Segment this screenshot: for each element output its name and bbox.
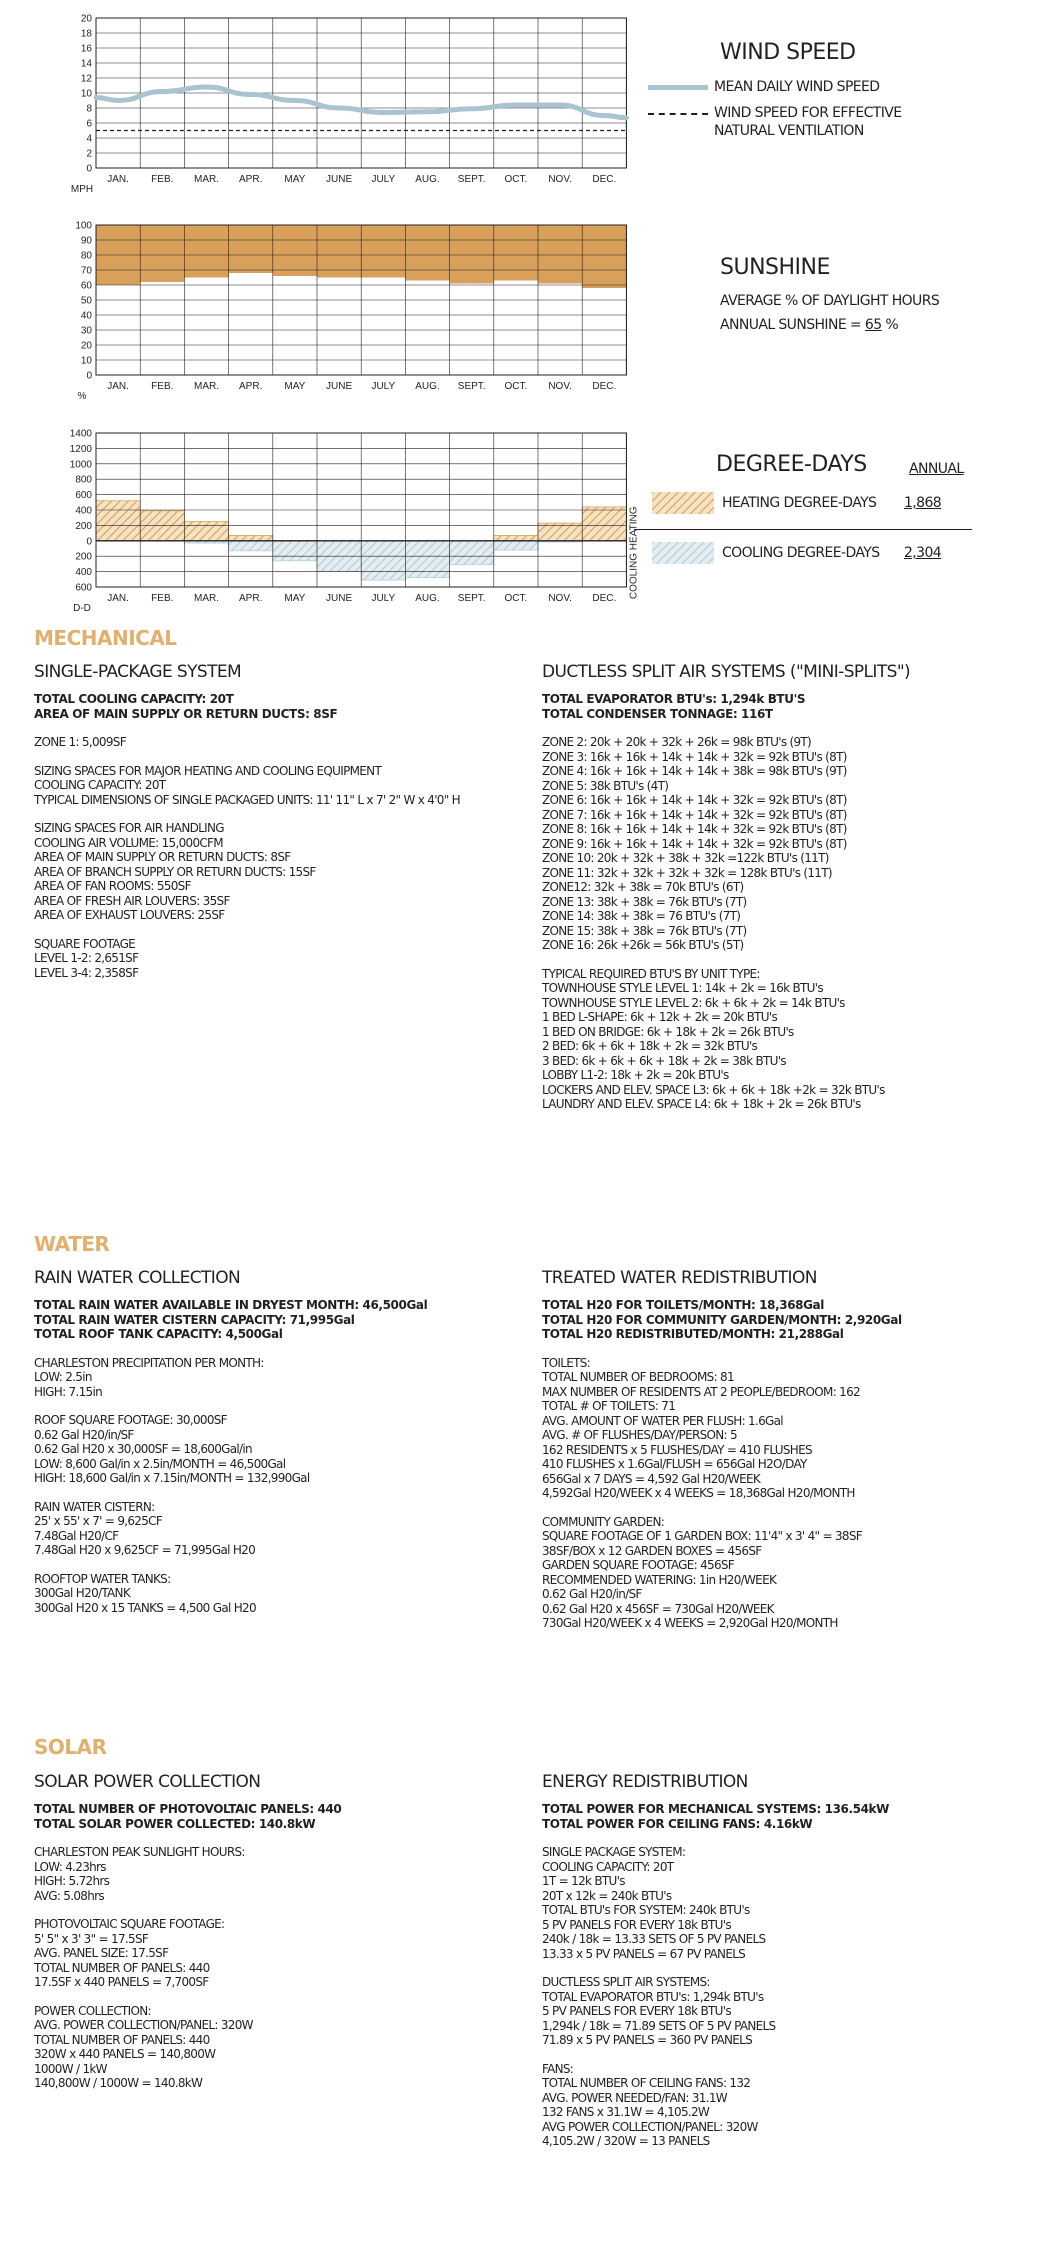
heating-degree-days-bar [96,501,140,541]
spacer [542,1342,1042,1356]
calc-line: AVG. POWER NEEDED/FAN: 31.1W [542,2090,727,2105]
month-tick-label: DEC. [592,381,617,392]
calc-line: 0.62 Gal H20 x 456SF = 730Gal H20/WEEK [542,1601,774,1616]
treated-water-body [542,1298,1042,1631]
sunshine-bar [140,225,184,282]
month-tick-label: MAR. [194,174,219,185]
heating-degree-days-bar [229,535,273,540]
calc-line: LOBBY L1-2: 18k + 2k = 20k BTU's [542,1068,729,1082]
y-tick-label: 70 [80,265,92,277]
mini-splits-column [542,662,1042,1112]
calc-line: ZONE 5: 38k BTU's (4T) [542,778,669,793]
month-tick-label: SEPT. [457,593,486,604]
calc-line: AVG. AMOUNT OF WATER PER FLUSH: 1.6Gal [542,1413,783,1428]
y-tick-label: 10 [80,355,92,367]
calc-line: 1000W / 1kW [34,2061,107,2076]
calc-line: SINGLE PACKAGE SYSTEM: [542,1845,686,1859]
calc-line: 132 FANS x 31.1W = 4,105.2W [542,2105,710,2119]
calc-line: TOILETS: [542,1355,590,1370]
calc-line: GARDEN SQUARE FOOTAGE: 456SF [542,1558,734,1572]
heating-degree-days-label: HEATING DEGREE-DAYS [722,495,877,511]
calc-line: LEVEL 3-4: 2,358SF [34,965,139,980]
mean-wind-line-swatch [648,85,708,90]
heating-hatch-swatch [652,492,714,514]
month-tick-label: JULY [371,381,396,392]
calc-line: TOTAL NUMBER OF PANELS: 440 [34,2032,210,2047]
calc-line: AREA OF EXHAUST LOUVERS: 25SF [34,908,225,922]
month-tick-label: JAN. [107,593,129,604]
calc-line: 2 BED: 6k + 6k + 18k + 2k = 32k BTU's [542,1039,758,1053]
calc-line: 410 FLUSHES x 1.6Gal/FLUSH = 656Gal H2O/DAY [542,1457,807,1471]
month-tick-label: JAN. [107,381,129,392]
calc-line: ZONE12: 32k + 38k = 70k BTU's (6T) [542,880,744,894]
calc-line: 13.33 x 5 PV PANELS = 67 PV PANELS [542,1946,746,1961]
spacer [542,1961,1042,1975]
month-tick-label: NOV. [548,174,572,185]
calc-line: 38SF/BOX x 12 GARDEN BOXES = 456SF [542,1543,762,1558]
calc-line: LEVEL 1-2: 2,651SF [34,951,139,965]
heating-degree-days-bar [538,523,582,541]
spacer [34,721,534,735]
calc-line: 7.48Gal H20 x 9,625CF = 71,995Gal H20 [34,1543,256,1557]
y-tick-label: 1000 [69,459,92,471]
calc-line: 1T = 12k BTU's [542,1874,625,1888]
calc-line: ROOFTOP WATER TANKS: [34,1571,171,1586]
solar-power-collection-column [34,1772,534,2091]
summary-line: TOTAL RAIN WATER AVAILABLE IN DRYEST MONTH: 46,500Gal [34,1298,428,1312]
month-tick-label: FEB. [151,593,174,604]
summary-line: TOTAL NUMBER OF PHOTOVOLTAIC PANELS: 440 [34,1802,342,1816]
calc-line: 1,294k / 18k = 71.89 SETS OF 5 PV PANELS [542,2018,776,2033]
y-tick-label: 200 [75,551,92,563]
spacer [34,1342,534,1356]
month-tick-label: SEPT. [457,174,486,185]
y-tick-label: 50 [80,295,92,307]
unit-label: % [77,391,87,402]
month-tick-label: APR. [239,593,263,604]
annual-sunshine-label: ANNUAL SUNSHINE = [720,317,865,333]
cooling-degree-days-bar [450,541,494,565]
sunshine-bar [361,225,405,278]
heating-degree-days-bar [140,511,184,541]
calc-line: 0.62 Gal H20 x 30,000SF = 18,600Gal/in [34,1442,252,1456]
y-tick-label: 6 [86,118,92,130]
month-tick-label: SEPT. [457,381,486,392]
calc-line: TYPICAL REQUIRED BTU'S BY UNIT TYPE: [542,966,760,981]
rain-water-collection-heading: RAIN WATER COLLECTION [34,1268,241,1288]
calc-line: ZONE 16: 26k +26k = 56k BTU's (5T) [542,938,744,952]
spacer [542,1501,1042,1515]
heating-legend-row [652,492,962,514]
cooling-degree-days-bar [229,541,273,551]
calc-line: HIGH: 5.72hrs [34,1874,110,1888]
calc-line: 71.89 x 5 PV PANELS = 360 PV PANELS [542,2033,753,2047]
degree-days-annual-header: ANNUAL [909,461,964,477]
month-tick-label: JUNE [326,593,353,604]
cooling-degree-days-value: 2,304 [904,545,942,561]
y-tick-label: 4 [86,133,92,145]
sunshine-bar [405,225,449,281]
spacer [34,750,534,764]
annual-sunshine-value: 65 [864,317,882,333]
wind-speed-chart [0,8,617,203]
calc-line: 1 BED ON BRIDGE: 6k + 18k + 2k = 26k BTU's [542,1024,794,1039]
month-tick-label: APR. [239,381,263,392]
calc-line: HIGH: 18,600 Gal/in x 7.15in/MONTH = 132,990Gal [34,1471,310,1485]
mini-splits-heading: DUCTLESS SPLIT AIR SYSTEMS ("MINI-SPLITS") [542,662,911,682]
month-tick-label: FEB. [151,174,174,185]
summary-line: TOTAL RAIN WATER CISTERN CAPACITY: 71,995Gal [34,1312,355,1327]
spacer [34,1831,534,1845]
month-tick-label: MAR. [194,593,219,604]
cooling-heating-side-label: COOLING HEATING [628,506,640,600]
unit-label: D-D [73,603,91,614]
calc-line: 140,800W / 1000W = 140.8kW [34,2076,203,2090]
sunshine-bar [229,225,273,273]
y-tick-label: 20 [80,340,92,352]
treated-water-column [542,1268,1042,1631]
cooling-hatch-swatch [652,542,714,564]
y-tick-label: 0 [86,536,92,548]
calc-line: LAUNDRY AND ELEV. SPACE L4: 6k + 18k + 2k = 26k BTU's [542,1097,861,1111]
sunshine-bar [273,225,317,276]
calc-line: TOTAL EVAPORATOR BTU's: 1,294k BTU's [542,1989,764,2004]
y-tick-label: 200 [75,520,92,532]
calc-line: TOTAL BTU's FOR SYSTEM: 240k BTU's [542,1903,750,1917]
calc-line: LOW: 2.5in [34,1370,92,1384]
solar-section-title: SOLAR [34,1735,107,1759]
y-tick-label: 100 [75,220,92,232]
y-tick-label: 0 [86,163,92,175]
month-tick-label: APR. [239,174,263,185]
calc-line: SIZING SPACES FOR MAJOR HEATING AND COOLING EQUIPMENT [34,763,382,778]
calc-line: COMMUNITY GARDEN: [542,1514,665,1529]
effective-wind-label-line1: WIND SPEED FOR EFFECTIVE [714,105,902,121]
y-tick-label: 1400 [69,428,92,440]
month-tick-label: JUNE [326,174,353,185]
annual-sunshine-unit: % [881,317,899,333]
summary-line: TOTAL EVAPORATOR BTU's: 1,294k BTU'S [542,692,806,706]
calc-line: ZONE 3: 16k + 16k + 14k + 14k + 32k = 92k BTU's (8T) [542,749,847,764]
y-tick-label: 0 [86,370,92,382]
water-section-title: WATER [34,1232,110,1256]
cooling-degree-days-bar [494,541,538,550]
spacer [542,1831,1042,1845]
calc-line: COOLING CAPACITY: 20T [34,778,166,792]
calc-line: 240k / 18k = 13.33 SETS OF 5 PV PANELS [542,1932,766,1946]
month-tick-label: JULY [371,593,396,604]
month-tick-label: JULY [371,174,396,185]
calc-line: POWER COLLECTION: [34,2003,151,2018]
effective-wind-legend-row [648,104,901,140]
calc-line: ZONE 7: 16k + 16k + 14k + 14k + 32k = 92k BTU's (8T) [542,807,847,822]
spacer [34,1399,534,1413]
month-tick-label: JUNE [326,381,353,392]
calc-line: ZONE 8: 16k + 16k + 14k + 14k + 32k = 92k BTU's (8T) [542,822,847,836]
rain-water-collection-body [34,1298,534,1615]
calc-line: 3 BED: 6k + 6k + 6k + 18k + 2k = 38k BTU's [542,1053,786,1068]
month-tick-label: AUG. [415,381,440,392]
wind-speed-title: WIND SPEED [720,40,856,65]
calc-line: 5 PV PANELS FOR EVERY 18k BTU's [542,2004,731,2018]
summary-line: TOTAL SOLAR POWER COLLECTED: 140.8kW [34,1816,316,1831]
calc-line: AREA OF FAN ROOMS: 550SF [34,879,191,893]
heating-degree-days-bar [494,535,538,540]
summary-line: TOTAL ROOF TANK CAPACITY: 4,500Gal [34,1327,283,1341]
spacer [34,923,534,937]
sunshine-bar [184,225,228,278]
month-tick-label: NOV. [548,593,572,604]
single-package-system-column [34,662,534,980]
single-package-system-heading: SINGLE-PACKAGE SYSTEM [34,662,242,682]
calc-line: ZONE 15: 38k + 38k = 76k BTU's (7T) [542,923,747,938]
sunshine-bar [450,225,494,284]
mechanical-section-title: MECHANICAL [34,626,177,650]
y-tick-label: 600 [75,490,92,502]
calc-line: TOWNHOUSE STYLE LEVEL 1: 14k + 2k = 16k BTU's [542,981,823,995]
summary-line: TOTAL CONDENSER TONNAGE: 116T [542,706,773,721]
summary-line: TOTAL H20 FOR COMMUNITY GARDEN/MONTH: 2,920Gal [542,1312,902,1327]
mean-wind-legend-row [648,78,879,96]
calc-line: SIZING SPACES FOR AIR HANDLING [34,821,224,835]
calc-line: 4,105.2W / 320W = 13 PANELS [542,2134,710,2148]
calc-line: LOW: 8,600 Gal/in x 2.5in/MONTH = 46,500Gal [34,1456,286,1471]
calc-line: RECOMMENDED WATERING: 1in H20/WEEK [542,1572,777,1587]
calc-line: MAX NUMBER OF RESIDENTS AT 2 PEOPLE/BEDROOM: 162 [542,1384,860,1399]
calc-line: 5' 5" x 3' 3" = 17.5SF [34,1931,149,1946]
y-tick-label: 14 [80,58,92,70]
calc-line: 7.48Gal H20/CF [34,1528,119,1543]
calc-line: ZONE 4: 16k + 16k + 14k + 14k + 38k = 98k BTU's (9T) [542,764,847,778]
calc-line: 17.5SF x 440 PANELS = 7,700SF [34,1975,209,1989]
energy-redistribution-column [542,1772,1042,2149]
solar-power-collection-body [34,1802,534,2091]
calc-line: ZONE 9: 16k + 16k + 14k + 14k + 32k = 92k BTU's (8T) [542,836,847,851]
summary-line: TOTAL POWER FOR CEILING FANS: 4.16kW [542,1816,813,1831]
calc-line: 0.62 Gal H20/in/SF [542,1587,642,1601]
calc-line: ZONE 14: 38k + 38k = 76 BTU's (7T) [542,909,741,923]
month-tick-label: NOV. [548,381,572,392]
month-tick-label: OCT. [504,593,528,604]
calc-line: 320W x 440 PANELS = 140,800W [34,2047,216,2061]
wind-speed-legend [648,40,1028,160]
calc-line: LOW: 4.23hrs [34,1859,106,1874]
y-tick-label: 10 [80,88,92,100]
y-tick-label: 20 [80,13,92,25]
calc-line: 0.62 Gal H20/in/SF [34,1427,134,1442]
month-tick-label: DEC. [592,593,617,604]
calc-line: LOCKERS AND ELEV. SPACE L3: 6k + 6k + 18k +2k = 32k BTU's [542,1082,885,1097]
calc-line: AVG. POWER COLLECTION/PANEL: 320W [34,2018,253,2032]
mini-splits-body [542,692,1042,1112]
spacer [34,1486,534,1500]
summary-line: AREA OF MAIN SUPPLY OR RETURN DUCTS: 8SF [34,706,338,721]
calc-line: ZONE 6: 16k + 16k + 14k + 14k + 32k = 92k BTU's (8T) [542,793,847,807]
calc-line: ZONE 1: 5,009SF [34,735,126,749]
spacer [542,953,1042,967]
calc-line: CHARLESTON PRECIPITATION PER MONTH: [34,1355,264,1370]
y-tick-label: 8 [86,103,92,115]
calc-line: 20T x 12k = 240k BTU's [542,1888,672,1903]
y-tick-label: 18 [80,28,92,40]
calc-line: TYPICAL DIMENSIONS OF SINGLE PACKAGED UNITS: 11' 11" L x 7' 2" W x 4'0" H [34,792,460,807]
y-tick-label: 400 [75,567,92,579]
annual-sunshine [720,316,1020,334]
spacer [34,1990,534,2004]
sunshine-legend [720,255,1020,345]
calc-line: SQUARE FOOTAGE [34,936,136,951]
spacer [34,1903,534,1917]
month-tick-label: MAY [284,381,306,392]
summary-line: TOTAL COOLING CAPACITY: 20T [34,692,234,706]
solar-power-collection-heading: SOLAR POWER COLLECTION [34,1772,261,1792]
calc-line: ZONE 13: 38k + 38k = 76k BTU's (7T) [542,894,747,909]
calc-line: ZONE 11: 32k + 32k + 32k + 32k = 128k BTU's (11T) [542,865,832,880]
calc-line: AVG. # OF FLUSHES/DAY/PERSON: 5 [542,1428,737,1442]
spacer [34,1558,534,1572]
calc-line: ROOF SQUARE FOOTAGE: 30,000SF [34,1413,227,1427]
heating-degree-days-bar [582,507,626,541]
summary-line: TOTAL H20 FOR TOILETS/MONTH: 18,368Gal [542,1298,824,1312]
spacer [542,721,1042,735]
month-tick-label: JAN. [107,174,129,185]
month-tick-label: MAY [284,174,306,185]
heating-degree-days-bar [184,522,228,541]
calc-line: CHARLESTON PEAK SUNLIGHT HOURS: [34,1845,245,1859]
spacer [34,807,534,821]
summary-line: TOTAL POWER FOR MECHANICAL SYSTEMS: 136.54kW [542,1802,889,1816]
calc-line: AVG. PANEL SIZE: 17.5SF [34,1946,169,1960]
sunshine-chart [0,215,617,410]
calc-line: SQUARE FOOTAGE OF 1 GARDEN BOX: 11'4" x 3' 4" = 38SF [542,1529,862,1543]
y-tick-label: 12 [80,73,92,85]
y-tick-label: 60 [80,280,92,292]
month-tick-label: AUG. [415,174,440,185]
month-tick-label: MAY [284,593,306,604]
y-tick-label: 600 [75,582,92,594]
calc-line: TOTAL NUMBER OF CEILING FANS: 132 [542,2076,751,2090]
y-tick-label: 1200 [69,443,92,455]
degree-days-legend [634,452,974,572]
calc-line: PHOTOVOLTAIC SQUARE FOOTAGE: [34,1917,225,1931]
degree-days-divider [634,529,972,530]
effective-wind-label [714,104,901,140]
calc-line: FANS: [542,2061,574,2076]
y-tick-label: 80 [80,250,92,262]
cooling-degree-days-bar [273,541,317,561]
y-tick-label: 40 [80,310,92,322]
rain-water-collection-column [34,1268,534,1615]
calc-line: HIGH: 7.15in [34,1384,103,1399]
calc-line: AREA OF BRANCH SUPPLY OR RETURN DUCTS: 15SF [34,864,316,879]
calc-line: TOWNHOUSE STYLE LEVEL 2: 6k + 6k + 2k = 14k BTU's [542,995,845,1010]
calc-line: 162 RESIDENTS x 5 FLUSHES/DAY = 410 FLUSHES [542,1442,812,1457]
summary-line: TOTAL H20 REDISTRIBUTED/MONTH: 21,288Gal [542,1327,844,1341]
calc-line: 300Gal H20 x 15 TANKS = 4,500 Gal H20 [34,1600,256,1615]
month-tick-label: DEC. [592,174,617,185]
effective-wind-dash-swatch [648,113,708,115]
heating-degree-days-value: 1,868 [904,495,942,511]
month-tick-label: OCT. [504,174,528,185]
calc-line: AVG POWER COLLECTION/PANEL: 320W [542,2119,758,2134]
calc-line: 656Gal x 7 DAYS = 4,592 Gal H20/WEEK [542,1471,761,1486]
unit-label: MPH [70,184,94,195]
mean-wind-label: MEAN DAILY WIND SPEED [714,79,880,95]
y-tick-label: 30 [80,325,92,337]
cooling-degree-days-bar [361,541,405,580]
month-tick-label: MAR. [194,381,219,392]
calc-line: RAIN WATER CISTERN: [34,1499,155,1514]
y-tick-label: 400 [75,505,92,517]
calc-line: AREA OF MAIN SUPPLY OR RETURN DUCTS: 8SF [34,850,291,864]
sunshine-description: AVERAGE % OF DAYLIGHT HOURS [720,293,940,309]
energy-redistribution-heading: ENERGY REDISTRIBUTION [542,1772,748,1792]
cooling-legend-row [652,542,962,564]
calc-line: 5 PV PANELS FOR EVERY 18k BTU's [542,1917,731,1932]
sunshine-title: SUNSHINE [720,255,830,280]
calc-line: ZONE 10: 20k + 32k + 38k + 32k =122k BTU's (11T) [542,851,829,865]
calc-line: TOTAL NUMBER OF BEDROOMS: 81 [542,1370,734,1384]
calc-line: 1 BED L-SHAPE: 6k + 12k + 2k = 20k BTU's [542,1010,778,1024]
calc-line: COOLING AIR VOLUME: 15,000CFM [34,835,223,850]
sunshine-bar [582,225,626,288]
calc-line: TOTAL NUMBER OF PANELS: 440 [34,1960,210,1975]
cooling-degree-days-label: COOLING DEGREE-DAYS [722,545,880,561]
degree-days-title: DEGREE-DAYS [716,452,867,477]
sunshine-bar [538,225,582,284]
y-tick-label: 800 [75,474,92,486]
single-package-system-body [34,692,534,980]
calc-line: AREA OF FRESH AIR LOUVERS: 35SF [34,893,230,908]
calc-line: 300Gal H20/TANK [34,1586,130,1600]
sunshine-bar [317,225,361,278]
month-tick-label: AUG. [415,593,440,604]
calc-line: AVG: 5.08hrs [34,1888,104,1903]
spacer [542,2048,1042,2062]
calc-line: TOTAL # OF TOILETS: 71 [542,1399,676,1413]
calc-line: 4,592Gal H20/WEEK x 4 WEEKS = 18,368Gal H20/MONTH [542,1486,855,1500]
calc-line: ZONE 2: 20k + 20k + 32k + 26k = 98k BTU's (9T) [542,735,812,749]
y-tick-label: 2 [86,148,92,160]
cooling-degree-days-bar [405,541,449,578]
calc-line: COOLING CAPACITY: 20T [542,1859,674,1874]
degree-days-chart [0,425,640,625]
energy-redistribution-body [542,1802,1042,2149]
calc-line: 25' x 55' x 7' = 9,625CF [34,1514,163,1528]
sunshine-bar [494,225,538,281]
calc-line: DUCTLESS SPLIT AIR SYSTEMS: [542,1975,710,1989]
treated-water-heading: TREATED WATER REDISTRIBUTION [542,1268,817,1288]
effective-wind-label-line2: NATURAL VENTILATION [714,123,864,139]
month-tick-label: FEB. [151,381,174,392]
y-tick-label: 90 [80,235,92,247]
month-tick-label: OCT. [504,381,528,392]
y-tick-label: 16 [80,43,92,55]
calc-line: 730Gal H20/WEEK x 4 WEEKS = 2,920Gal H20/MONTH [542,1616,838,1630]
